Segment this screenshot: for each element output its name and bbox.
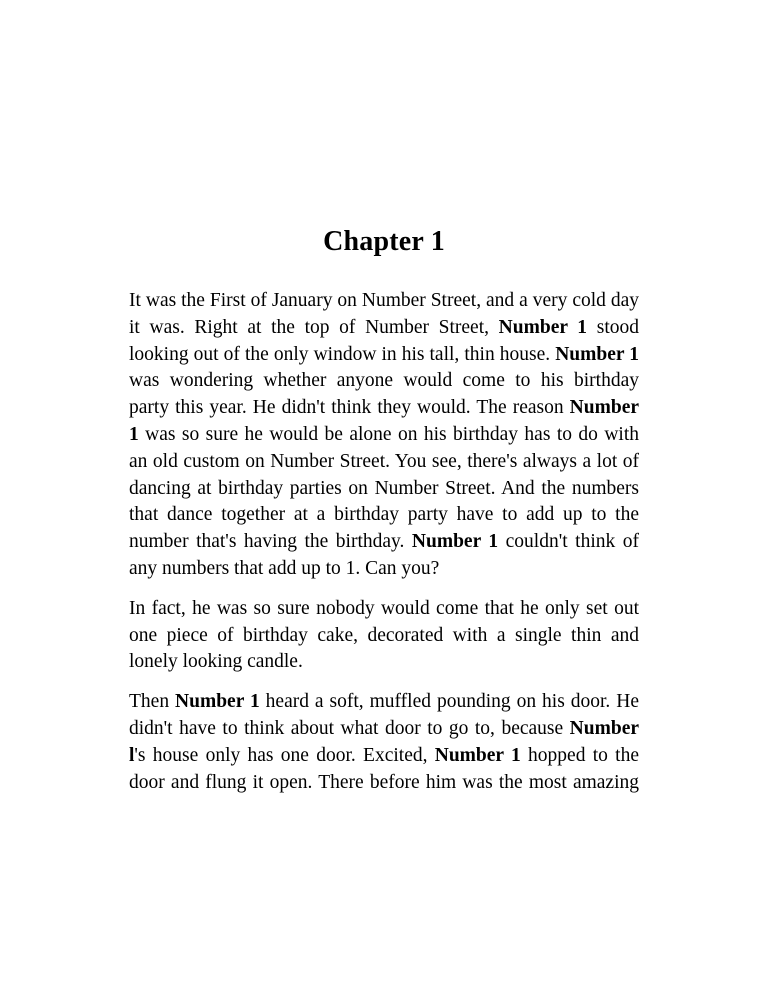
text-run: heard a soft, muffled pounding on his door. He didn't have to think about what door to go to, because [129, 691, 639, 739]
bold-run: Number 1 [434, 744, 521, 766]
paragraph [129, 689, 639, 796]
bold-run: Number 1 [498, 316, 588, 338]
bold-run: Number l [129, 717, 639, 766]
text-run: couldn't think of any numbers that add up to 1. Can you? [129, 531, 639, 579]
chapter-body [129, 288, 639, 809]
bold-run: Number 1 [175, 691, 260, 713]
text-run: was so sure he would be alone on his birthday has to do with an old custom on Number Street. You see, there's always a lot of dancing at birthday parties on Number Street. And the numbers that dance together at a birthday party have to add up to the number that's having the birthday. [129, 423, 639, 553]
bold-run: Number 1 [129, 397, 639, 445]
bold-run: Number 1 [411, 531, 499, 553]
bold-run: Number 1 [555, 343, 639, 365]
text-run: It was the First of January on Number Street, and a very cold day it was. Right at the top of Number Street, [129, 290, 639, 338]
text-run: was wondering whether anyone would come to his birthday party this year. He didn't think they would. The reason [129, 370, 639, 419]
chapter-title: Chapter 1 [323, 226, 445, 257]
text-run: Then [129, 691, 176, 713]
paragraph [129, 596, 639, 676]
text-run: stood looking out of the only window in his tall, thin house. [129, 316, 639, 365]
text-run: hopped to the door and flung it open. There before him was the most amazing [129, 744, 639, 793]
text-run: 's house only has one door. Excited, [134, 744, 435, 766]
text-run: In fact, he was so sure nobody would come that he only set out one piece of birthday cake, decorated with a single thin and lonely looking candle. [129, 597, 639, 673]
paragraph [129, 288, 639, 583]
